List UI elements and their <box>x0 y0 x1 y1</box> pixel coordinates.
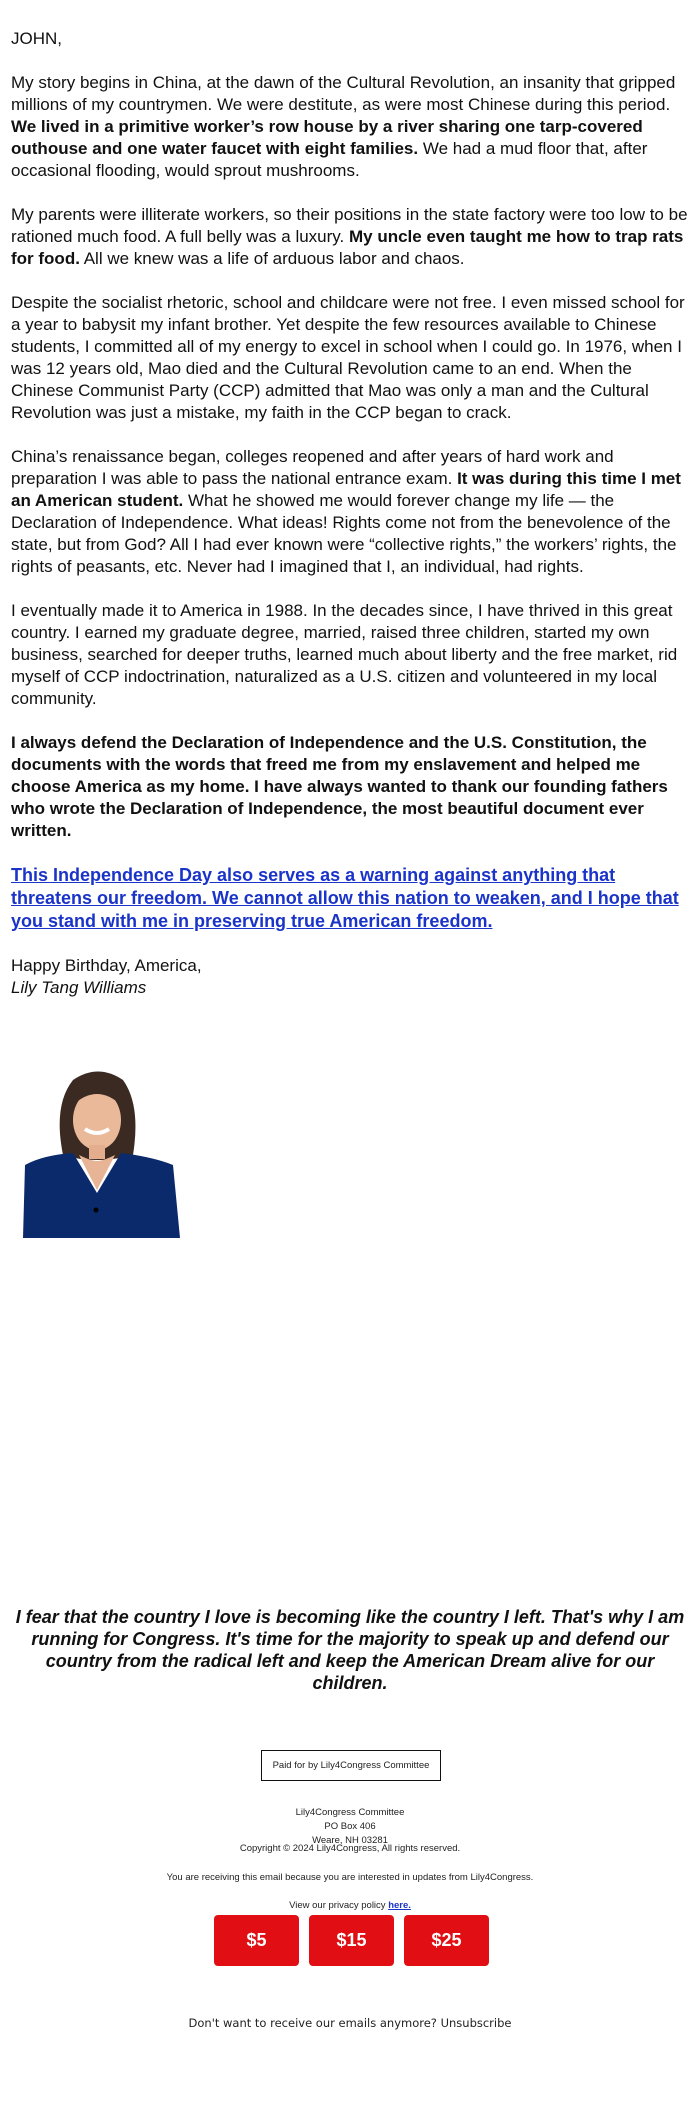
text: All we knew was a life of arduous labor and chaos. <box>79 249 465 268</box>
unsubscribe-text: Don't want to receive our emails anymore? <box>188 2016 441 2030</box>
paid-for-disclaimer: Paid for by Lily4Congress Committee <box>261 1750 441 1781</box>
text: We had a mud floor that, after occasional flooding, would sprout mushrooms. <box>11 139 648 180</box>
privacy-link[interactable]: here. <box>388 1900 411 1911</box>
greeting: JOHN, <box>11 29 62 48</box>
text: My parents were illiterate workers, so their positions in the state factory were too low to be rationed much food. A full belly was a luxury. <box>11 205 688 246</box>
text: China’s renaissance began, colleges reopened and after years of hard work and preparation I was able to pass the national entrance exam. <box>11 447 614 488</box>
candidate-photo <box>13 1065 180 1238</box>
privacy-policy <box>0 1899 700 1913</box>
donate-15-button[interactable]: $15 <box>309 1915 394 1966</box>
cta-paragraph <box>11 864 695 933</box>
text: My story begins in China, at the dawn of the Cultural Revolution, an insanity that gripped millions of my countrymen. We were destitute, as were most Chinese during this period. <box>11 73 676 114</box>
address-line: PO Box 406 <box>324 1821 376 1832</box>
copyright: Copyright © 2024 Lily4Congress, All rights reserved. <box>239 1843 461 1854</box>
paragraph-2 <box>11 204 695 270</box>
closing: Happy Birthday, America, <box>11 956 202 975</box>
cta-link[interactable]: This Independence Day also serves as a warning against anything that threatens our freedom. We cannot allow this nation to weaken, and I hope that you stand with me in preserving true American freedom. <box>11 865 679 931</box>
unsubscribe-link[interactable]: Unsubscribe <box>440 2016 512 2030</box>
bold-text: My uncle even taught me how to trap rats for food. <box>11 227 684 268</box>
text: What he showed me would forever change my life — the Declaration of Independence. What ideas! Rights come not from the benevolence of the state, but from God? All I had ever known were “collective rights,” the workers’ rights, the rights of peasants, etc. Never had I imagined that I, an individual, had rights. <box>11 491 677 576</box>
unsubscribe-line <box>0 2016 700 2030</box>
donate-5-button[interactable]: $5 <box>214 1915 299 1966</box>
paragraph-4 <box>11 446 695 578</box>
bold-text: We lived in a primitive worker’s row house by a river sharing one tarp-covered outhouse and one water faucet with eight families. <box>11 117 643 158</box>
paragraph-1 <box>11 72 695 182</box>
letter-body <box>11 28 695 999</box>
receiving-reason: You are receiving this email because you are interested in updates from Lily4Congress. <box>166 1872 534 1883</box>
privacy-text: View our privacy policy <box>289 1900 389 1911</box>
paragraph-6: I always defend the Declaration of Independence and the U.S. Constitution, the documents with the words that freed me from my enslavement and helped me choose America as my home. I have always wanted to thank our founding fathers who wrote the Declaration of Independence, the most beautiful document ever written. <box>11 733 668 840</box>
address-line: Weare, NH 03281 <box>312 1835 388 1846</box>
bold-text: It was during this time I met an American student. <box>11 469 681 510</box>
paragraph-3: Despite the socialist rhetoric, school and childcare were not free. I even missed school for a year to babysit my infant brother. Yet despite the few resources available to Chinese students, I committed all of my energy to excel in school when I could go. In 1976, when I was 12 years old, Mao died and the Cultural Revolution came to an end. When the Chinese Communist Party (CCP) admitted that Mao was only a man and the Cultural Revolution was just a mistake, my faith in the CCP began to crack. <box>11 293 685 422</box>
paragraph-5: I eventually made it to America in 1988. In the decades since, I have thrived in this great country. I earned my graduate degree, married, raised three children, started my own business, searched for deeper truths, learned much about liberty and the free market, rid myself of CCP indoctrination, naturalized as a U.S. citizen and volunteered in my local community. <box>11 601 678 708</box>
campaign-quote: I fear that the country I love is becoming like the country I left. That's why I am running for Congress. It's time for the majority to speak up and defend our country from the radical left and keep the American Dream alive for our children. <box>15 1607 685 1693</box>
signature: Lily Tang Williams <box>11 978 147 997</box>
address-line: Lily4Congress Committee <box>295 1807 405 1818</box>
donate-25-button[interactable]: $25 <box>404 1915 489 1966</box>
donate-buttons <box>214 1915 489 1966</box>
